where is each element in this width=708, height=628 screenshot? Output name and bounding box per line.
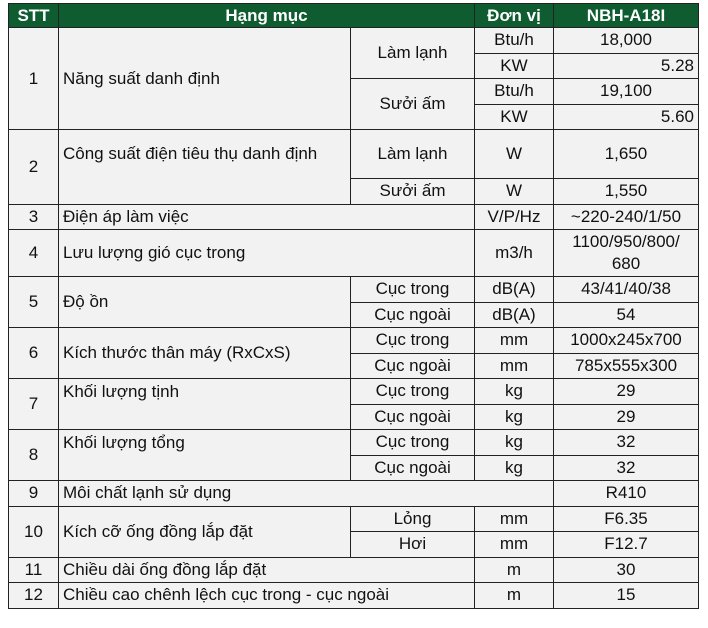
header-unit: Đơn vị [475,4,554,28]
value-cell: F6.35 [554,506,699,532]
unit-cell: kg [475,379,554,405]
stt-cell: 8 [9,430,59,481]
empty-cell [59,404,351,430]
table-row [9,430,699,456]
value-cell: 785x555x300 [554,353,699,379]
item-name: Độ ồn [59,277,351,328]
table-row [9,379,699,405]
value-cell: F12.7 [554,532,699,558]
value-cell: 43/41/40/38 [554,277,699,303]
table-row [9,583,699,609]
unit-cell: mm [475,328,554,354]
unit-cell: Btu/h [475,79,554,105]
sub-item: Cục ngoài [351,404,475,430]
value-cell: R410 [554,481,699,507]
value-cell: 32 [554,455,699,481]
value-cell: 1100/950/800/ 680 [554,230,699,277]
table-row [9,28,699,54]
unit-cell: m [475,583,554,609]
unit-cell: KW [475,53,554,79]
value-cell: 5.60 [554,104,699,130]
stt-cell: 11 [9,557,59,583]
stt-cell: 5 [9,277,59,328]
table-row [9,455,699,481]
sub-item: Cục trong [351,277,475,303]
unit-cell: kg [475,455,554,481]
value-cell: 30 [554,557,699,583]
item-name: Chiều dài ống đồng lắp đặt [59,557,475,583]
table-row [9,328,699,354]
sub-item: Cục trong [351,379,475,405]
header-row [9,4,699,28]
value-cell: 32 [554,430,699,456]
stt-cell: 4 [9,230,59,277]
spec-table [8,3,699,609]
item-name: Khối lượng tịnh [59,379,351,405]
item-name: Lưu lượng gió cục trong [59,230,475,277]
value-cell: 29 [554,404,699,430]
table-row [9,130,699,179]
value-cell: 29 [554,379,699,405]
sub-item: Sưởi ấm [351,179,475,205]
item-name: Kích thước thân máy (RxCxS) [59,328,351,379]
stt-cell: 1 [9,28,59,130]
sub-item: Sưởi ấm [351,79,475,130]
unit-cell: dB(A) [475,302,554,328]
item-name: Chiều cao chênh lệch cục trong - cục ngoài [59,583,475,609]
sub-item: Làm lạnh [351,28,475,79]
item-name: Môi chất lạnh sử dụng [59,481,554,507]
sub-item: Cục trong [351,328,475,354]
item-name: Khối lượng tổng [59,430,351,456]
value-cell: 1,550 [554,179,699,205]
table-row [9,506,699,532]
table-row [9,230,699,277]
stt-cell: 7 [9,379,59,430]
header-item: Hạng mục [59,4,475,28]
sub-item: Cục ngoài [351,353,475,379]
item-name: Kích cỡ ống đồng lắp đặt [59,506,351,557]
header-stt: STT [9,4,59,28]
stt-cell: 10 [9,506,59,557]
value-cell: 1,650 [554,130,699,179]
stt-cell: 12 [9,583,59,609]
item-name: Điện áp làm việc [59,204,475,230]
value-cell: 54 [554,302,699,328]
sub-item: Cục ngoài [351,302,475,328]
value-cell: 18,000 [554,28,699,54]
table-row [9,481,699,507]
unit-cell: kg [475,404,554,430]
table-row [9,204,699,230]
value-cell: 15 [554,583,699,609]
item-name: Công suất điện tiêu thụ danh định [59,130,351,205]
table-row [9,557,699,583]
empty-cell [59,455,351,481]
sub-item: Lỏng [351,506,475,532]
value-cell: ~220-240/1/50 [554,204,699,230]
sub-item: Hơi [351,532,475,558]
header-model: NBH-A18I [554,4,699,28]
sub-item: Cục ngoài [351,455,475,481]
stt-cell: 6 [9,328,59,379]
unit-cell: m3/h [475,230,554,277]
unit-cell: dB(A) [475,277,554,303]
unit-cell: W [475,130,554,179]
unit-cell: m [475,557,554,583]
value-cell: 1000x245x700 [554,328,699,354]
unit-cell: mm [475,532,554,558]
unit-cell: kg [475,430,554,456]
sub-item: Làm lạnh [351,130,475,179]
unit-cell: W [475,179,554,205]
unit-cell: mm [475,506,554,532]
stt-cell: 3 [9,204,59,230]
item-name: Năng suất danh định [59,28,351,130]
unit-cell: mm [475,353,554,379]
sub-item: Cục trong [351,430,475,456]
stt-cell: 9 [9,481,59,507]
table-row [9,277,699,303]
value-cell: 5.28 [554,53,699,79]
value-cell: 19,100 [554,79,699,105]
stt-cell: 2 [9,130,59,205]
unit-cell: Btu/h [475,28,554,54]
unit-cell: KW [475,104,554,130]
table-row [9,404,699,430]
unit-cell: V/P/Hz [475,204,554,230]
